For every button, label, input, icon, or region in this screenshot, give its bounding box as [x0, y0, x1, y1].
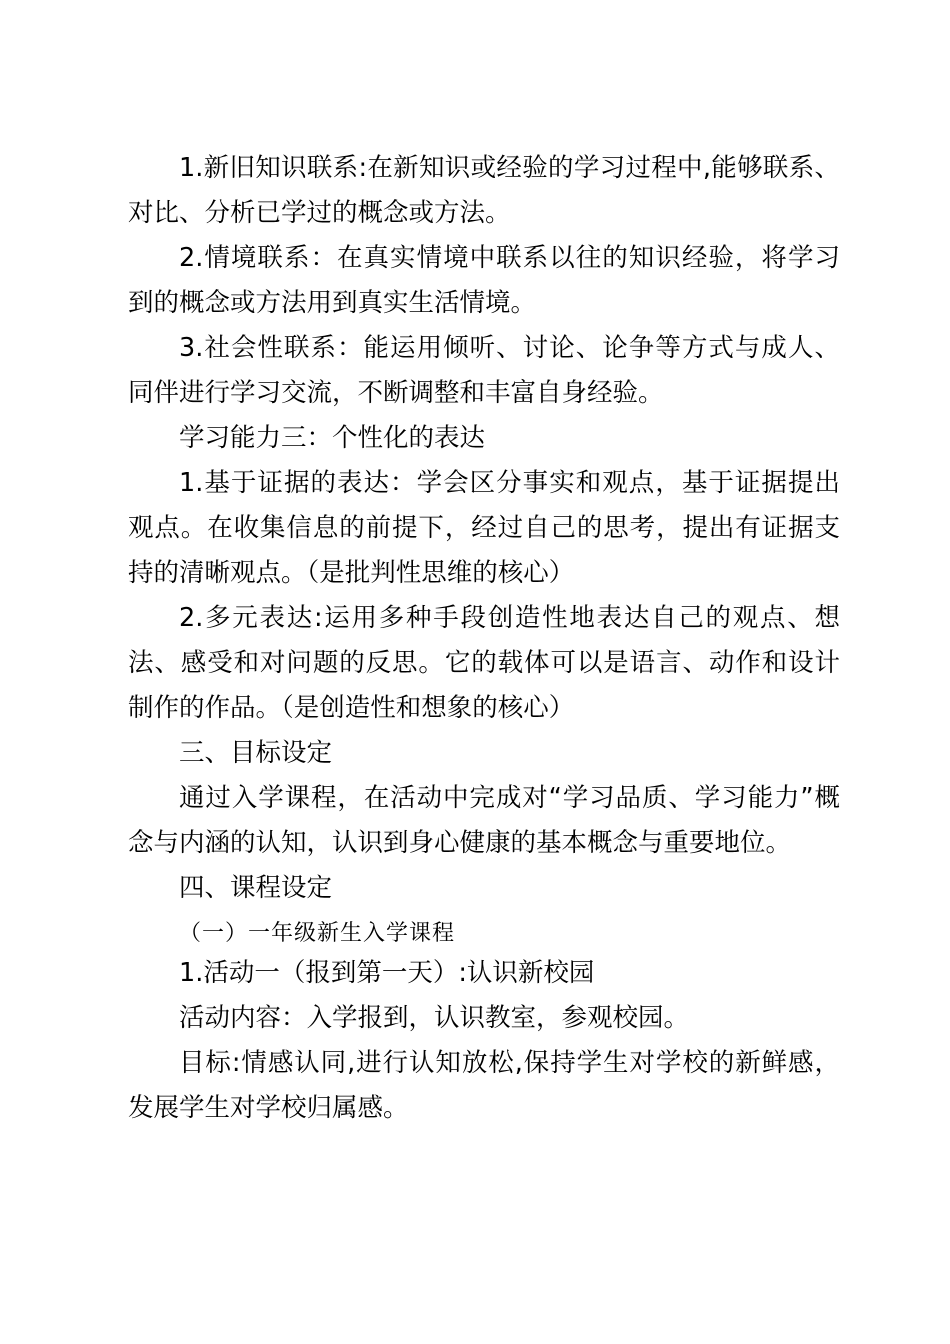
paragraph-activity-content: 活动内容：入学报到，认识教室，参观校园。: [179, 1003, 690, 1033]
heading-course-setting: 四、课程设定: [179, 873, 333, 903]
paragraph-knowledge-connection: 1.新旧知识联系:在新知识或经验的学习过程中,能够联系、对比、分析已学过的概念或方法。: [128, 153, 840, 228]
paragraph-activity-one: 1.活动一（报到第一天）:认识新校园: [179, 958, 595, 988]
paragraph-activity-goal: 目标:情感认同,进行认知放松,保持学生对学校的新鲜感，发展学生对学校归属感。: [128, 1048, 840, 1123]
heading-grade-one-course: （一）一年级新生入学课程: [179, 921, 456, 946]
heading-goal-setting: 三、目标设定: [179, 738, 333, 768]
paragraph-multiple-expression: 2.多元表达:运用多种手段创造性地表达自己的观点、想法、感受和对问题的反思。它的载体可以是语言、动作和设计制作的作品。（是创造性和想象的核心）: [128, 603, 840, 723]
paragraph-context-connection: 2.情境联系：在真实情境中联系以往的知识经验，将学习到的概念或方法用到真实生活情境。: [128, 243, 840, 318]
paragraph-social-connection: 3.社会性联系：能运用倾听、讨论、论争等方式与成人、同伴进行学习交流，不断调整和丰富自身经验。: [128, 333, 840, 408]
paragraph-evidence-expression: 1.基于证据的表达：学会区分事实和观点，基于证据提出观点。在收集信息的前提下，经过自己的思考，提出有证据支持的清晰观点。（是批判性思维的核心）: [128, 468, 840, 588]
paragraph-goal-content: 通过入学课程，在活动中完成对“学习品质、学习能力”概念与内涵的认知，认识到身心健康的基本概念与重要地位。: [128, 783, 840, 858]
heading-learning-ability-three: 学习能力三：个性化的表达: [179, 423, 486, 453]
